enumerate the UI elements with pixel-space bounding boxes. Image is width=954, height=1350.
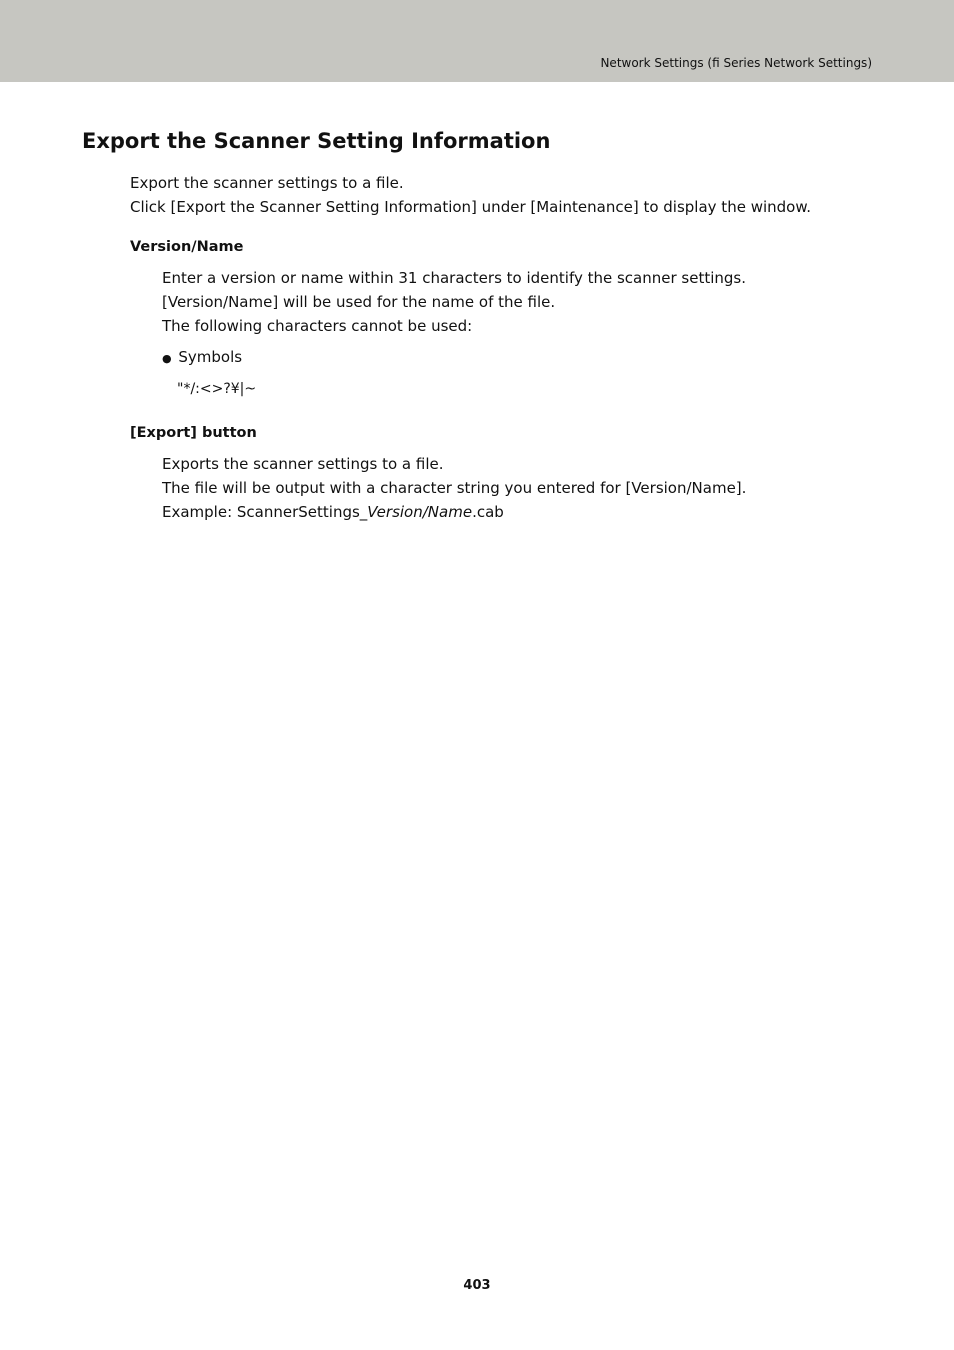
filename-example-prefix: Example: ScannerSettings_ (162, 503, 368, 521)
forbidden-symbols: "*/:<>?¥|~ (177, 381, 257, 397)
filename-example-extension: .cab (472, 503, 504, 521)
page-title: Export the Scanner Setting Information (82, 129, 551, 153)
filename-example-variable: Version/Name (367, 503, 473, 521)
bullet-icon: ● (162, 352, 172, 365)
version-name-heading: Version/Name (130, 239, 244, 255)
intro-line-1: Export the scanner settings to a file. (130, 174, 404, 192)
header-band (0, 0, 954, 82)
page-number: 403 (463, 1278, 491, 1293)
intro-line-2: Click [Export the Scanner Setting Information] under [Maintenance] to display the window. (130, 198, 811, 216)
version-name-description-1: Enter a version or name within 31 characters to identify the scanner settings. (162, 269, 747, 287)
export-button-description-1: Exports the scanner settings to a file. (162, 455, 444, 473)
symbols-list-item (162, 347, 242, 369)
symbols-label: Symbols (178, 348, 243, 366)
filename-example (162, 502, 504, 522)
version-name-description-2: [Version/Name] will be used for the name of the file. (162, 293, 556, 311)
section-title: Network Settings (fi Series Network Settings) (600, 56, 872, 70)
export-button-description-2: The file will be output with a character string you entered for [Version/Name]. (162, 479, 747, 497)
export-button-heading: [Export] button (130, 425, 257, 441)
version-name-description-3: The following characters cannot be used: (162, 317, 473, 335)
